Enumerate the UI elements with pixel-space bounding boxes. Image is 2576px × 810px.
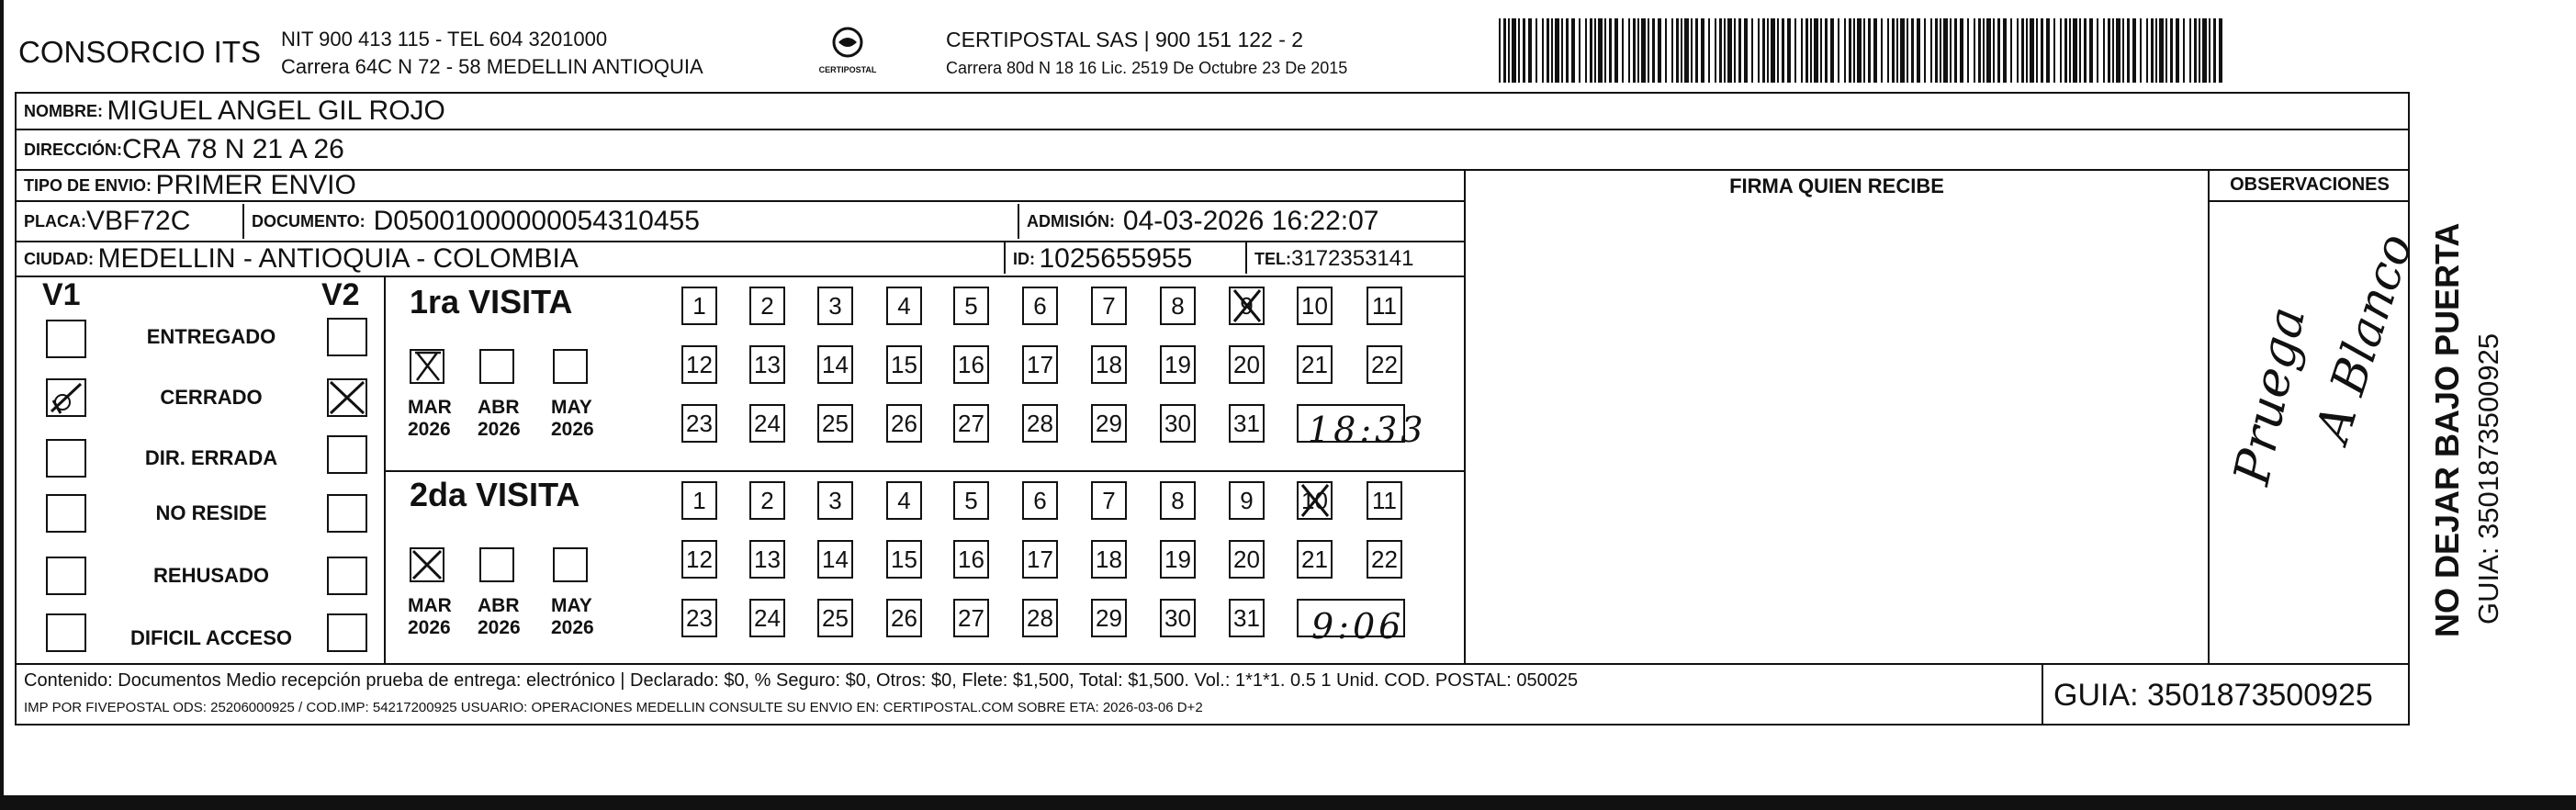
firma-header: FIRMA QUIEN RECIBE — [1729, 174, 1944, 197]
first-visit-day-29[interactable]: 29 — [1091, 404, 1127, 443]
second-visit-day-11[interactable]: 11 — [1367, 481, 1402, 520]
x-mark-icon — [1229, 287, 1265, 325]
first-visit-day-13[interactable]: 13 — [749, 345, 785, 384]
v2-label: V2 — [321, 277, 360, 312]
v1-entregado-checkbox[interactable] — [46, 320, 86, 358]
second-visit-day-7[interactable]: 7 — [1091, 481, 1127, 520]
second-visit-day-15[interactable]: 15 — [886, 540, 922, 579]
footer-contenido: Contenido: Documentos Medio recepción prueba de entrega: electrónico | Declarado: $0, % Seguro: $0, Otros: $0, Flete: $1,500, Total: $1,500. Vol.: 1*1*1. 0.5 1 Unid. COD. POSTAL: 050025 — [24, 670, 1579, 691]
first-visit-day-31[interactable]: 31 — [1229, 404, 1265, 443]
observation-note-1: Pruega — [2222, 301, 2317, 490]
v1-label: V1 — [42, 277, 81, 312]
second-visit-day-8[interactable]: 8 — [1160, 481, 1196, 520]
first-visit-title: 1ra VISITA — [410, 283, 573, 321]
carrier-name: CERTIPOSTAL SAS | 900 151 122 - 2 — [946, 28, 1304, 51]
row-tipo: TIPO DE ENVIO: PRIMER ENVIO — [24, 171, 356, 200]
first-visit-month-abr-checkbox[interactable] — [479, 349, 514, 384]
first-visit-day-1[interactable]: 1 — [681, 287, 717, 325]
cell-id: ID: 1025655955 — [1013, 243, 1193, 274]
tel-value: 3172353141 — [1291, 246, 1414, 271]
first-visit-day-4[interactable]: 4 — [886, 287, 922, 325]
side-guia: GUIA: 3501873500925 — [2472, 332, 2504, 624]
x-mark-icon — [1297, 481, 1333, 520]
nombre-value: MIGUEL ANGEL GIL ROJO — [107, 96, 445, 126]
first-visit-day-25[interactable]: 25 — [817, 404, 853, 443]
bottom-border — [0, 795, 2576, 810]
second-visit-day-3[interactable]: 3 — [817, 481, 853, 520]
status-entregado: ENTREGADO — [146, 325, 276, 348]
second-visit-day-28[interactable]: 28 — [1022, 599, 1058, 637]
first-visit-day-17[interactable]: 17 — [1022, 345, 1058, 384]
x-mark-icon — [411, 549, 443, 580]
documento-value: D05001000000054310455 — [373, 206, 700, 236]
second-visit-day-9[interactable]: 9 — [1229, 481, 1265, 520]
first-visit-day-15[interactable]: 15 — [886, 345, 922, 384]
company-nit: NIT 900 413 115 - TEL 604 3201000 — [281, 28, 608, 51]
second-visit-month-may-checkbox[interactable] — [553, 547, 588, 582]
second-visit-time: 9:06 — [1311, 606, 1405, 647]
first-visit-day-14[interactable]: 14 — [817, 345, 853, 384]
first-visit-day-5[interactable]: 5 — [953, 287, 989, 325]
cell-documento: DOCUMENTO: D05001000000054310455 — [252, 206, 700, 236]
second-visit-day-20[interactable]: 20 — [1229, 540, 1265, 579]
second-visit-day-30[interactable]: 30 — [1160, 599, 1196, 637]
cell-placa: PLACA: VBF72C — [24, 206, 191, 236]
status-cerrado: CERRADO — [160, 386, 263, 409]
status-dir-errada: DIR. ERRADA — [144, 446, 278, 469]
second-visit-day-23[interactable]: 23 — [681, 599, 717, 637]
company-address: Carrera 64C N 72 - 58 MEDELLIN ANTIOQUIA — [281, 55, 703, 78]
first-visit-day-30[interactable]: 30 — [1160, 404, 1196, 443]
check-mark-icon — [48, 380, 84, 415]
company-name: CONSORCIO ITS — [18, 35, 262, 69]
admision-value: 04-03-2026 16:22:07 — [1122, 206, 1379, 236]
second-visit-day-16[interactable]: 16 — [953, 540, 989, 579]
first-visit-day-22[interactable]: 22 — [1367, 345, 1402, 384]
footer-impresion: IMP POR FIVEPOSTAL ODS: 25206000925 / COD.IMP: 54217200925 USUARIO: OPERACIONES MEDELLIN CONSULTE SU ENVIO EN: CERTIPOSTAL.COM SOBRE ETA: 2026-03-06 D+2 — [24, 700, 1203, 715]
v1-dir-errada-checkbox[interactable] — [46, 439, 86, 478]
second-visit-day-1[interactable]: 1 — [681, 481, 717, 520]
first-visit-day-27[interactable]: 27 — [953, 404, 989, 443]
v2-dir-errada-checkbox[interactable] — [327, 435, 367, 474]
first-visit-day-2[interactable]: 2 — [749, 287, 785, 325]
second-visit-day-5[interactable]: 5 — [953, 481, 989, 520]
first-visit-day-20[interactable]: 20 — [1229, 345, 1265, 384]
second-visit-day-21[interactable]: 21 — [1297, 540, 1333, 579]
first-visit-day-8[interactable]: 8 — [1160, 287, 1196, 325]
direccion-value: CRA 78 N 21 A 26 — [122, 134, 344, 164]
first-visit-day-6[interactable]: 6 — [1022, 287, 1058, 325]
v2-no-reside-checkbox[interactable] — [327, 494, 367, 533]
footer-guia: GUIA: 3501873500925 — [2053, 678, 2373, 713]
first-visit-day-21[interactable]: 21 — [1297, 345, 1333, 384]
v2-cerrado-checkbox[interactable] — [327, 378, 367, 417]
cell-ciudad: CIUDAD: MEDELLIN - ANTIOQUIA - COLOMBIA — [24, 243, 579, 274]
v2-rehusado-checkbox[interactable] — [327, 557, 367, 595]
second-visit-day-19[interactable]: 19 — [1160, 540, 1196, 579]
first-visit-day-24[interactable]: 24 — [749, 404, 785, 443]
v1-no-reside-checkbox[interactable] — [46, 494, 86, 533]
second-visit-title: 2da VISITA — [410, 476, 580, 513]
first-visit-day-19[interactable]: 19 — [1160, 345, 1196, 384]
second-visit-month-abr-checkbox[interactable] — [479, 547, 514, 582]
logo-icon — [829, 26, 866, 59]
ciudad-value: MEDELLIN - ANTIOQUIA - COLOMBIA — [97, 243, 579, 274]
second-visit-day-26[interactable]: 26 — [886, 599, 922, 637]
first-visit-day-16[interactable]: 16 — [953, 345, 989, 384]
cell-admision: ADMISIÓN: 04-03-2026 16:22:07 — [1027, 206, 1379, 236]
second-visit-day-17[interactable]: 17 — [1022, 540, 1058, 579]
status-no-reside: NO RESIDE — [155, 501, 267, 524]
second-visit-month-mar-checkbox[interactable] — [410, 547, 444, 582]
status-dificil-acceso: DIFICIL ACCESO — [129, 626, 292, 649]
second-visit-day-27[interactable]: 27 — [953, 599, 989, 637]
second-visit-day-22[interactable]: 22 — [1367, 540, 1402, 579]
v1-dificil-acceso-checkbox[interactable] — [46, 613, 86, 652]
second-visit-day-4[interactable]: 4 — [886, 481, 922, 520]
v1-rehusado-checkbox[interactable] — [46, 557, 86, 595]
carrier-address: Carrera 80d N 18 16 Lic. 2519 De Octubre 23 De 2015 — [946, 59, 1348, 77]
first-visit-day-10[interactable]: 10 — [1297, 287, 1333, 325]
v1-cerrado-checkbox[interactable] — [46, 378, 86, 417]
second-visit-day-2[interactable]: 2 — [749, 481, 785, 520]
placa-value: VBF72C — [86, 206, 191, 236]
second-visit-day-31[interactable]: 31 — [1229, 599, 1265, 637]
barcode — [1499, 18, 2229, 83]
id-value: 1025655955 — [1039, 243, 1193, 274]
left-edge — [0, 0, 4, 810]
second-visit-day-18[interactable]: 18 — [1091, 540, 1127, 579]
observaciones-header: OBSERVACIONES — [2230, 174, 2390, 195]
first-visit-day-12[interactable]: 12 — [681, 345, 717, 384]
first-visit-month-mar-checkbox[interactable] — [410, 349, 444, 384]
observation-note-2: A Blanco — [2305, 227, 2424, 449]
row-nombre: NOMBRE: MIGUEL ANGEL GIL ROJO — [24, 96, 445, 126]
first-visit-month-may-checkbox[interactable] — [553, 349, 588, 384]
second-visit-day-13[interactable]: 13 — [749, 540, 785, 579]
status-rehusado: REHUSADO — [153, 564, 269, 587]
first-visit-day-11[interactable]: 11 — [1367, 287, 1402, 325]
second-visit-day-24[interactable]: 24 — [749, 599, 785, 637]
second-visit-day-29[interactable]: 29 — [1091, 599, 1127, 637]
first-visit-day-28[interactable]: 28 — [1022, 404, 1058, 443]
second-visit-day-12[interactable]: 12 — [681, 540, 717, 579]
first-visit-day-26[interactable]: 26 — [886, 404, 922, 443]
x-mark-icon — [411, 351, 443, 382]
v2-dificil-acceso-checkbox[interactable] — [327, 613, 367, 652]
first-visit-day-9[interactable]: 9 — [1229, 287, 1265, 325]
first-visit-day-23[interactable]: 23 — [681, 404, 717, 443]
certipostal-logo: CERTIPOSTAL — [816, 26, 880, 83]
second-visit-day-14[interactable]: 14 — [817, 540, 853, 579]
second-visit-day-6[interactable]: 6 — [1022, 481, 1058, 520]
row-direccion: DIRECCIÓN: CRA 78 N 21 A 26 — [24, 134, 344, 164]
cell-tel: TEL: 3172353141 — [1254, 246, 1414, 271]
first-visit-day-7[interactable]: 7 — [1091, 287, 1127, 325]
second-visit-day-25[interactable]: 25 — [817, 599, 853, 637]
second-visit-day-10[interactable]: 10 — [1297, 481, 1333, 520]
side-warning: NO DEJAR BAJO PUERTA GUIA: 3501873500925 — [2417, 129, 2546, 643]
first-visit-day-3[interactable]: 3 — [817, 287, 853, 325]
first-visit-time: 18:33 — [1308, 410, 1427, 450]
v2-entregado-checkbox[interactable] — [327, 318, 367, 356]
first-visit-day-18[interactable]: 18 — [1091, 345, 1127, 384]
tipo-value: PRIMER ENVIO — [155, 171, 356, 200]
x-mark-icon — [329, 380, 366, 415]
